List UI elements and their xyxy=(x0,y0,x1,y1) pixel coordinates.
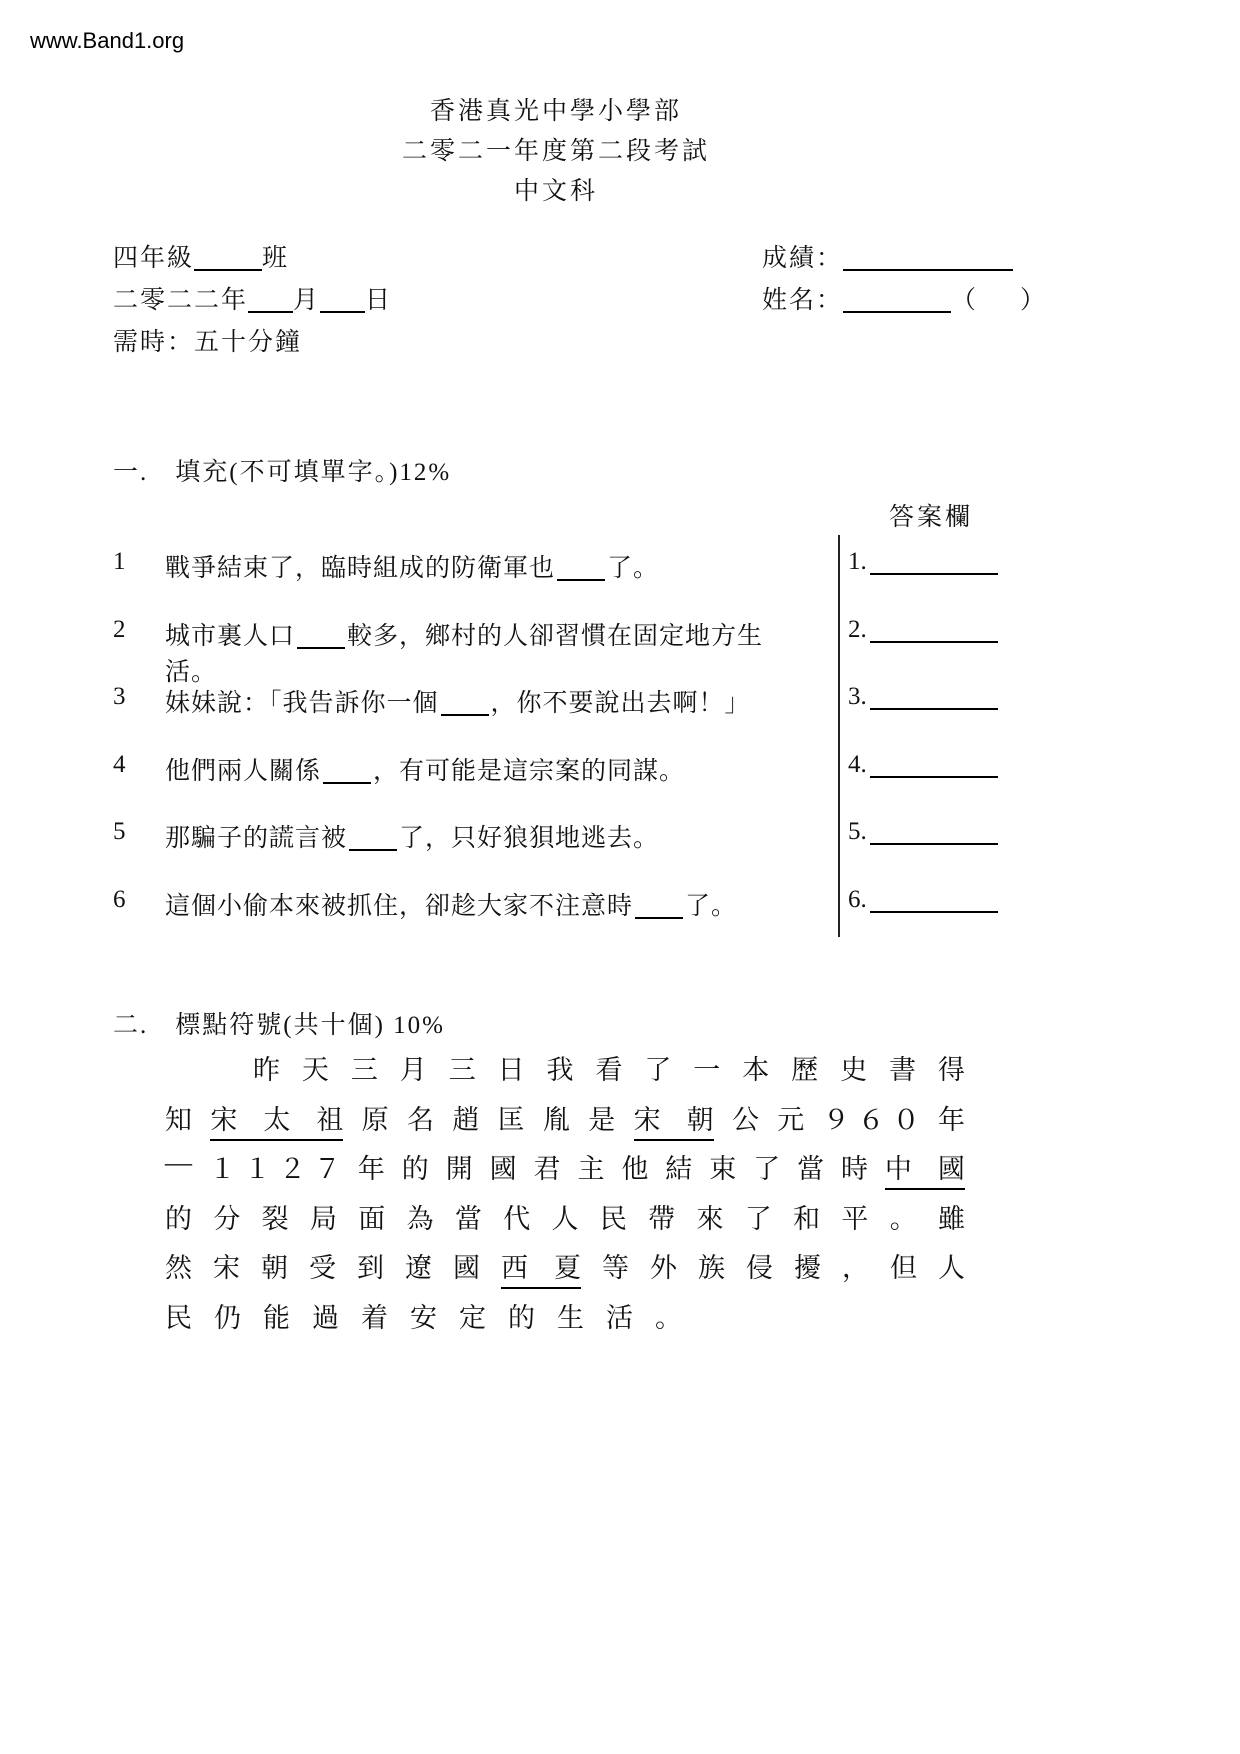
passage-char: 生 xyxy=(557,1302,584,1333)
passage-char: 等 xyxy=(602,1253,629,1283)
passage-char: 太 xyxy=(263,1104,291,1135)
passage-char: 元 xyxy=(777,1104,805,1135)
passage-char: 宋 xyxy=(213,1253,240,1283)
passage-char: 昨 xyxy=(253,1055,280,1085)
passage-char: 分 xyxy=(213,1203,241,1234)
passage-char: 活 xyxy=(606,1302,633,1333)
passage-char: 遼 xyxy=(405,1253,432,1283)
underlined-term xyxy=(885,1147,965,1190)
passage-char: 了 xyxy=(753,1154,781,1184)
passage xyxy=(165,1048,965,1345)
passage-char: 我 xyxy=(546,1055,574,1085)
passage-char: 當 xyxy=(454,1203,482,1234)
answer-column-divider xyxy=(838,535,840,937)
passage-char: 年 xyxy=(937,1104,965,1135)
answer-column-title: 答案欄 xyxy=(889,504,974,531)
subject-title: 中文科 xyxy=(513,178,598,205)
passage-char: 了 xyxy=(744,1203,772,1234)
passage-char: 中 xyxy=(884,1154,912,1184)
answer-number: 5. xyxy=(848,818,867,845)
passage-char: — xyxy=(165,1147,192,1177)
passage-char: 祖 xyxy=(316,1104,344,1135)
passage-char: １ xyxy=(208,1154,236,1184)
school-name: 香港真光中學小學部 xyxy=(429,98,682,125)
passage-char: 外 xyxy=(650,1253,677,1283)
section2-heading: 二. 標點符號(共十個) 10% xyxy=(113,1012,445,1039)
passage-char: 胤 xyxy=(542,1104,570,1135)
passage-char: 朝 xyxy=(686,1104,714,1135)
passage-char: 主 xyxy=(577,1154,605,1184)
answer-number: 2. xyxy=(848,615,867,643)
passage-char: ９ xyxy=(822,1104,850,1135)
question-text: 妹妹說：「我告訴你一個 ，你不要說出去啊！」 xyxy=(165,690,751,717)
fill-in-blank xyxy=(297,625,345,649)
passage-char: 君 xyxy=(533,1154,561,1184)
question-text: 這個小偷本來被抓住，卻趁大家不注意時 了。 xyxy=(165,892,738,920)
passage-char: 面 xyxy=(358,1203,386,1234)
answer-blank xyxy=(870,551,998,575)
passage-char: 雖 xyxy=(938,1203,965,1234)
passage-char: 名 xyxy=(406,1104,434,1135)
passage-char: ６ xyxy=(857,1104,885,1135)
year-label: 二零二二年 xyxy=(113,287,249,314)
passage-char: 匡 xyxy=(497,1104,525,1135)
passage-char: 國 xyxy=(489,1154,517,1184)
student-info-left xyxy=(113,238,392,364)
date-line xyxy=(113,280,392,322)
passage-char: 來 xyxy=(696,1203,724,1234)
passage-char: 當 xyxy=(797,1154,825,1184)
exam-header xyxy=(113,92,999,212)
passage-char: 民 xyxy=(599,1203,627,1234)
passage-char: 三 xyxy=(350,1055,378,1085)
passage-char: 結 xyxy=(665,1154,693,1184)
passage-char: 代 xyxy=(503,1203,531,1234)
answer-number: 6. xyxy=(848,885,867,913)
passage-char: 但 xyxy=(890,1253,917,1283)
passage-char: 到 xyxy=(357,1253,384,1283)
passage-char: 宋 xyxy=(633,1104,661,1135)
question-number: 3 xyxy=(113,683,126,710)
passage-char: 然 xyxy=(165,1253,192,1283)
passage-char: 平 xyxy=(841,1203,869,1234)
answer-blank xyxy=(870,889,998,913)
score-blank xyxy=(843,247,1013,271)
question-text: 城市裏人口 較多，鄉村的人卻習慣在固定地方生活。 xyxy=(165,622,764,686)
passage-char: 史 xyxy=(840,1055,868,1085)
passage-char: 。 xyxy=(655,1302,682,1333)
passage-char: 是 xyxy=(588,1104,616,1135)
answer-row xyxy=(848,548,998,616)
question-row xyxy=(113,818,813,886)
passage-char: 擾 xyxy=(794,1253,821,1283)
answer-number: 3. xyxy=(848,683,867,710)
passage-char: 看 xyxy=(595,1055,623,1085)
fill-in-blank xyxy=(441,692,489,716)
passage-char: 夏 xyxy=(554,1253,581,1283)
passage-char: 宋 xyxy=(210,1104,238,1135)
passage-char: ２ xyxy=(278,1154,306,1184)
passage-char: ， xyxy=(842,1253,869,1283)
passage-char: 為 xyxy=(406,1203,434,1234)
answer-blank xyxy=(870,619,998,643)
question-number: 4 xyxy=(113,750,126,778)
underlined-term xyxy=(634,1098,714,1141)
answer-row xyxy=(848,683,998,751)
passage-char: 定 xyxy=(459,1302,486,1333)
site-watermark: www.Band1.org xyxy=(30,28,185,53)
passage-char: 本 xyxy=(742,1055,770,1085)
day-blank xyxy=(320,289,365,313)
answer-row xyxy=(848,818,998,886)
section1-heading: 一. 填充(不可填單字。)12% xyxy=(113,459,452,486)
passage-char: 得 xyxy=(937,1055,965,1085)
passage-char: 趙 xyxy=(452,1104,480,1135)
class-blank xyxy=(194,247,262,271)
answer-number: 1. xyxy=(848,548,867,575)
passage-char: 時 xyxy=(840,1154,868,1184)
duration-line: 需時：五十分鐘 xyxy=(113,329,303,356)
passage-char: 束 xyxy=(709,1154,737,1184)
name-blank xyxy=(843,289,951,313)
day-label: 日 xyxy=(365,287,393,314)
passage-char: ０ xyxy=(892,1104,920,1135)
question-number: 5 xyxy=(113,818,126,845)
name-label: 姓名： xyxy=(762,287,844,314)
month-label: 月 xyxy=(293,287,321,314)
passage-char: １ xyxy=(243,1154,271,1184)
passage-line xyxy=(165,1296,965,1346)
underlined-term xyxy=(501,1246,581,1289)
grade-label: 四年級 xyxy=(113,245,195,272)
passage-char: 天 xyxy=(301,1055,329,1085)
passage-char: 知 xyxy=(165,1104,192,1135)
question-text: 戰爭結束了，臨時組成的防衛軍也 了。 xyxy=(165,555,660,582)
passage-char: 局 xyxy=(309,1203,337,1234)
passage-char: 和 xyxy=(793,1203,821,1234)
passage-line xyxy=(165,1246,965,1296)
name-paren-open: （ xyxy=(951,287,979,314)
passage-char: 年 xyxy=(357,1154,385,1184)
fill-in-blank xyxy=(557,557,605,581)
question-text: 他們兩人關係 ，有可能是這宗案的同謀。 xyxy=(165,757,686,785)
question-row xyxy=(113,616,813,684)
passage-char: 受 xyxy=(309,1253,336,1283)
grade-class-line xyxy=(113,238,392,280)
fill-in-blank xyxy=(323,760,371,784)
question-number: 1 xyxy=(113,548,126,575)
passage-char: 月 xyxy=(399,1055,427,1085)
questions-list xyxy=(113,548,813,953)
question-row xyxy=(113,886,813,954)
passage-char: 族 xyxy=(698,1253,725,1283)
passage-line xyxy=(165,1048,965,1098)
answer-row xyxy=(848,886,998,954)
answer-number: 4. xyxy=(848,750,867,778)
passage-char: 開 xyxy=(445,1154,473,1184)
question-number: 6 xyxy=(113,885,126,913)
passage-char: 的 xyxy=(165,1203,192,1234)
passage-char: 人 xyxy=(938,1253,965,1283)
name-line xyxy=(762,280,1047,322)
passage-char: 安 xyxy=(410,1302,437,1333)
passage-line xyxy=(165,1147,965,1197)
passage-char: 原 xyxy=(361,1104,389,1135)
passage-line xyxy=(165,1098,965,1148)
passage-char: 一 xyxy=(693,1055,721,1085)
number-group xyxy=(823,1098,920,1137)
score-line xyxy=(762,238,1047,280)
passage-char: 國 xyxy=(453,1253,480,1283)
passage-char: 仍 xyxy=(214,1302,241,1333)
passage-char: 的 xyxy=(508,1302,535,1333)
class-label: 班 xyxy=(262,245,290,272)
exam-title: 二零二一年度第二段考試 xyxy=(401,138,710,165)
underlined-term xyxy=(210,1098,343,1141)
fill-in-blank xyxy=(635,895,683,919)
passage-char: 的 xyxy=(401,1154,429,1184)
passage-char: 公 xyxy=(731,1104,759,1135)
answer-blank xyxy=(870,686,998,710)
passage-char: 歷 xyxy=(791,1055,819,1085)
answer-row xyxy=(848,616,998,684)
question-number: 2 xyxy=(113,615,126,643)
answers-list xyxy=(848,548,998,953)
passage-char: 裂 xyxy=(261,1203,289,1234)
answer-blank xyxy=(870,821,998,845)
passage-char: ７ xyxy=(313,1154,341,1184)
passage-char: 國 xyxy=(937,1154,965,1184)
answer-row xyxy=(848,751,998,819)
passage-char: 人 xyxy=(551,1203,579,1234)
passage-char: 書 xyxy=(888,1055,916,1085)
question-row xyxy=(113,548,813,616)
score-label: 成績： xyxy=(762,245,844,272)
number-group xyxy=(209,1147,341,1186)
question-text: 那騙子的謊言被 了，只好狼狽地逃去。 xyxy=(165,825,660,852)
passage-char: 民 xyxy=(165,1302,192,1333)
passage-char: 過 xyxy=(312,1302,339,1333)
month-blank xyxy=(248,289,293,313)
passage-char: 能 xyxy=(263,1302,290,1333)
name-paren-close: ） xyxy=(1020,287,1048,314)
passage-char: 日 xyxy=(497,1055,525,1085)
passage-line xyxy=(165,1197,965,1247)
passage-char: 他 xyxy=(621,1154,649,1184)
passage-char: 西 xyxy=(501,1253,528,1283)
passage-char: 侵 xyxy=(746,1253,773,1283)
question-row xyxy=(113,751,813,819)
answer-blank xyxy=(870,754,998,778)
question-row xyxy=(113,683,813,751)
student-info-right xyxy=(762,238,1047,322)
fill-in-blank xyxy=(349,827,397,851)
passage-char: 帶 xyxy=(648,1203,676,1234)
passage-char: 了 xyxy=(644,1055,672,1085)
passage-char: 着 xyxy=(361,1302,388,1333)
passage-char: 朝 xyxy=(261,1253,288,1283)
passage-char: 三 xyxy=(448,1055,476,1085)
passage-char: 。 xyxy=(889,1203,917,1234)
